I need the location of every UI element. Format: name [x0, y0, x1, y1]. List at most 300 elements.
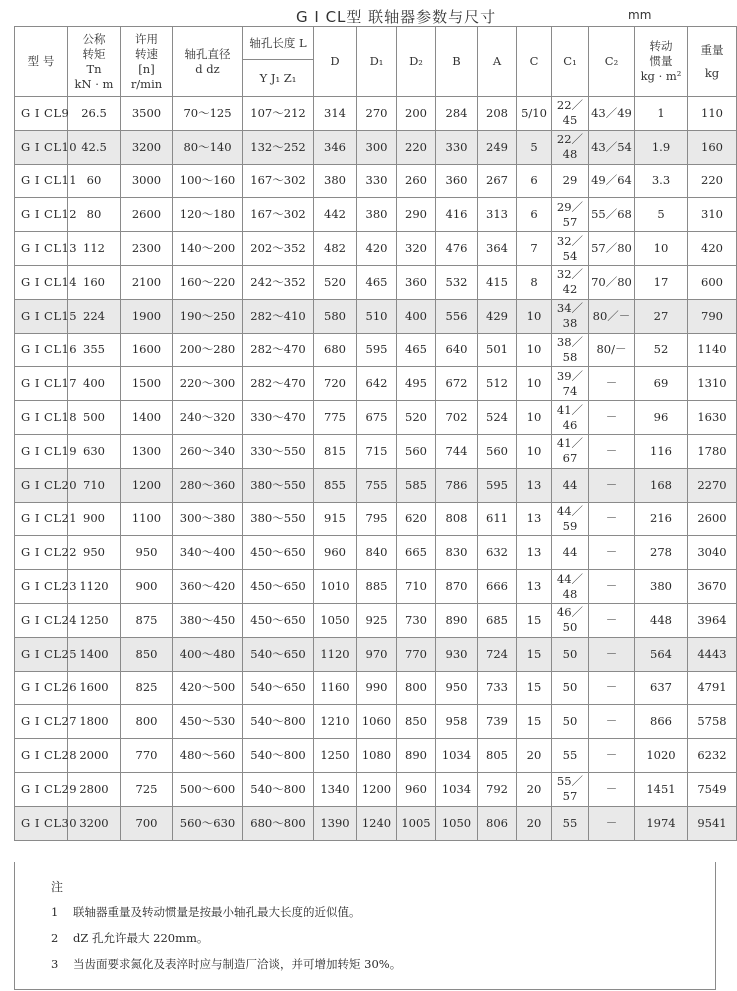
cell-n: 770 [121, 739, 173, 773]
cell-d: 580 [314, 299, 357, 333]
cell-model: G I CL30 [15, 806, 68, 840]
cell-a: 512 [478, 367, 517, 401]
cell-model: G I CL18 [15, 401, 68, 435]
cell-n: 850 [121, 637, 173, 671]
cell-c1: 55 [552, 806, 589, 840]
header-bore-length-types: Y J₁ Z₁ [243, 60, 314, 97]
cell-i: 1020 [635, 739, 688, 773]
cell-tn: 900 [68, 502, 121, 536]
cell-c1: 32／54 [552, 232, 589, 266]
cell-tn: 112 [68, 232, 121, 266]
cell-b: 830 [436, 536, 478, 570]
cell-c: 20 [517, 772, 552, 806]
notes-section [14, 862, 716, 990]
cell-a: 724 [478, 637, 517, 671]
cell-tn: 2800 [68, 772, 121, 806]
cell-w: 7549 [688, 772, 737, 806]
cell-i: 866 [635, 705, 688, 739]
cell-d: 450～530 [173, 705, 243, 739]
cell-n: 3200 [121, 130, 173, 164]
coupling-parameter-table [14, 26, 737, 841]
table-row [15, 536, 737, 570]
cell-tn: 1800 [68, 705, 121, 739]
cell-l: 282～470 [243, 367, 314, 401]
cell-d1: 1240 [357, 806, 397, 840]
cell-l: 132～252 [243, 130, 314, 164]
cell-c: 6 [517, 164, 552, 198]
cell-d: 1390 [314, 806, 357, 840]
cell-c2: 49／64 [589, 164, 635, 198]
cell-n: 1500 [121, 367, 173, 401]
cell-l: 380～550 [243, 468, 314, 502]
cell-model: G I CL17 [15, 367, 68, 401]
cell-c: 10 [517, 333, 552, 367]
cell-d: 680 [314, 333, 357, 367]
cell-l: 450～650 [243, 536, 314, 570]
cell-w: 600 [688, 265, 737, 299]
cell-tn: 355 [68, 333, 121, 367]
cell-a: 208 [478, 97, 517, 131]
cell-d: 340～400 [173, 536, 243, 570]
cell-d: 420～500 [173, 671, 243, 705]
cell-d: 314 [314, 97, 357, 131]
cell-w: 1780 [688, 434, 737, 468]
cell-c1: 34／38 [552, 299, 589, 333]
cell-d: 855 [314, 468, 357, 502]
cell-d2: 260 [397, 164, 436, 198]
cell-c: 13 [517, 570, 552, 604]
cell-d2: 520 [397, 401, 436, 435]
cell-b: 360 [436, 164, 478, 198]
table-row [15, 299, 737, 333]
cell-w: 220 [688, 164, 737, 198]
cell-w: 9541 [688, 806, 737, 840]
cell-w: 790 [688, 299, 737, 333]
cell-a: 792 [478, 772, 517, 806]
cell-model: G I CL22 [15, 536, 68, 570]
cell-d: 815 [314, 434, 357, 468]
cell-c2: － [589, 434, 635, 468]
cell-d2: 890 [397, 739, 436, 773]
cell-d1: 642 [357, 367, 397, 401]
cell-d2: 710 [397, 570, 436, 604]
cell-d1: 270 [357, 97, 397, 131]
cell-model: G I CL25 [15, 637, 68, 671]
cell-n: 950 [121, 536, 173, 570]
cell-a: 806 [478, 806, 517, 840]
cell-d: 160～220 [173, 265, 243, 299]
cell-l: 202～352 [243, 232, 314, 266]
cell-tn: 60 [68, 164, 121, 198]
cell-tn: 710 [68, 468, 121, 502]
cell-c: 10 [517, 401, 552, 435]
cell-model: G I CL15 [15, 299, 68, 333]
cell-d: 480～560 [173, 739, 243, 773]
cell-d2: 730 [397, 603, 436, 637]
cell-i: 5 [635, 198, 688, 232]
cell-i: 168 [635, 468, 688, 502]
cell-c2: － [589, 637, 635, 671]
cell-model: G I CL26 [15, 671, 68, 705]
cell-d2: 320 [397, 232, 436, 266]
cell-model: G I CL14 [15, 265, 68, 299]
cell-d2: 290 [397, 198, 436, 232]
cell-c2: 70／80 [589, 265, 635, 299]
cell-d1: 420 [357, 232, 397, 266]
cell-d2: 220 [397, 130, 436, 164]
cell-i: 278 [635, 536, 688, 570]
cell-tn: 500 [68, 401, 121, 435]
cell-model: G I CL23 [15, 570, 68, 604]
cell-w: 110 [688, 97, 737, 131]
cell-w: 160 [688, 130, 737, 164]
cell-w: 1140 [688, 333, 737, 367]
cell-c2: 43／49 [589, 97, 635, 131]
cell-a: 267 [478, 164, 517, 198]
cell-a: 595 [478, 468, 517, 502]
cell-d: 380～450 [173, 603, 243, 637]
cell-c1: 55／57 [552, 772, 589, 806]
cell-d1: 840 [357, 536, 397, 570]
cell-d: 400～480 [173, 637, 243, 671]
cell-c: 10 [517, 299, 552, 333]
cell-l: 540～800 [243, 739, 314, 773]
cell-l: 540～650 [243, 637, 314, 671]
cell-a: 666 [478, 570, 517, 604]
cell-c: 13 [517, 468, 552, 502]
cell-d2: 770 [397, 637, 436, 671]
cell-d: 280～360 [173, 468, 243, 502]
cell-w: 3964 [688, 603, 737, 637]
cell-i: 216 [635, 502, 688, 536]
cell-c2: 80／－ [589, 299, 635, 333]
cell-w: 3670 [688, 570, 737, 604]
cell-d: 500～600 [173, 772, 243, 806]
cell-a: 685 [478, 603, 517, 637]
cell-d1: 380 [357, 198, 397, 232]
cell-d: 100～160 [173, 164, 243, 198]
cell-a: 313 [478, 198, 517, 232]
header-D2: D₂ [397, 27, 436, 97]
cell-c2: － [589, 671, 635, 705]
cell-c1: 41／46 [552, 401, 589, 435]
table-row [15, 232, 737, 266]
table-row [15, 265, 737, 299]
cell-b: 672 [436, 367, 478, 401]
cell-c: 5 [517, 130, 552, 164]
cell-b: 416 [436, 198, 478, 232]
cell-a: 805 [478, 739, 517, 773]
cell-i: 1974 [635, 806, 688, 840]
cell-n: 800 [121, 705, 173, 739]
cell-w: 1630 [688, 401, 737, 435]
header-model: 型 号 [15, 27, 68, 97]
cell-c2: － [589, 468, 635, 502]
cell-c: 8 [517, 265, 552, 299]
cell-d1: 300 [357, 130, 397, 164]
table-row [15, 502, 737, 536]
cell-c2: － [589, 806, 635, 840]
cell-d: 240～320 [173, 401, 243, 435]
cell-l: 282～470 [243, 333, 314, 367]
cell-b: 702 [436, 401, 478, 435]
cell-b: 930 [436, 637, 478, 671]
cell-d1: 755 [357, 468, 397, 502]
cell-d: 560～630 [173, 806, 243, 840]
cell-a: 611 [478, 502, 517, 536]
cell-l: 282～410 [243, 299, 314, 333]
cell-c: 15 [517, 671, 552, 705]
cell-c2: － [589, 570, 635, 604]
cell-w: 2270 [688, 468, 737, 502]
header-C: C [517, 27, 552, 97]
cell-d: 346 [314, 130, 357, 164]
cell-n: 1300 [121, 434, 173, 468]
cell-model: G I CL9 [15, 97, 68, 131]
cell-c: 15 [517, 637, 552, 671]
cell-c: 20 [517, 806, 552, 840]
cell-i: 448 [635, 603, 688, 637]
cell-d: 482 [314, 232, 357, 266]
header-A: A [478, 27, 517, 97]
cell-l: 330～470 [243, 401, 314, 435]
cell-n: 825 [121, 671, 173, 705]
cell-tn: 42.5 [68, 130, 121, 164]
cell-w: 420 [688, 232, 737, 266]
cell-d: 260～340 [173, 434, 243, 468]
cell-w: 4791 [688, 671, 737, 705]
cell-n: 3000 [121, 164, 173, 198]
cell-d: 1250 [314, 739, 357, 773]
cell-d: 380 [314, 164, 357, 198]
cell-i: 96 [635, 401, 688, 435]
cell-d1: 1200 [357, 772, 397, 806]
cell-w: 1310 [688, 367, 737, 401]
cell-tn: 3200 [68, 806, 121, 840]
cell-d: 1340 [314, 772, 357, 806]
cell-c2: － [589, 367, 635, 401]
cell-n: 900 [121, 570, 173, 604]
cell-d2: 850 [397, 705, 436, 739]
cell-l: 380～550 [243, 502, 314, 536]
header-torque: 公称 转矩 Tn kN · m [68, 27, 121, 97]
cell-d: 1010 [314, 570, 357, 604]
cell-c: 13 [517, 536, 552, 570]
cell-i: 637 [635, 671, 688, 705]
cell-model: G I CL24 [15, 603, 68, 637]
cell-d2: 620 [397, 502, 436, 536]
cell-a: 739 [478, 705, 517, 739]
table-row [15, 739, 737, 773]
table-row [15, 401, 737, 435]
cell-l: 680～800 [243, 806, 314, 840]
cell-d2: 400 [397, 299, 436, 333]
header-bore-length: 轴孔长度 L [243, 27, 314, 60]
header-D: D [314, 27, 357, 97]
cell-l: 107～212 [243, 97, 314, 131]
cell-c: 15 [517, 603, 552, 637]
table-body [15, 97, 737, 841]
cell-c1: 29／57 [552, 198, 589, 232]
cell-a: 524 [478, 401, 517, 435]
cell-d: 1160 [314, 671, 357, 705]
cell-d1: 970 [357, 637, 397, 671]
cell-b: 556 [436, 299, 478, 333]
cell-n: 1100 [121, 502, 173, 536]
cell-c1: 38／58 [552, 333, 589, 367]
cell-tn: 400 [68, 367, 121, 401]
cell-d: 520 [314, 265, 357, 299]
cell-a: 429 [478, 299, 517, 333]
cell-d: 915 [314, 502, 357, 536]
cell-l: 330～550 [243, 434, 314, 468]
cell-tn: 160 [68, 265, 121, 299]
cell-model: G I CL20 [15, 468, 68, 502]
cell-c1: 44 [552, 536, 589, 570]
cell-d2: 665 [397, 536, 436, 570]
cell-d2: 1005 [397, 806, 436, 840]
cell-n: 1900 [121, 299, 173, 333]
cell-model: G I CL28 [15, 739, 68, 773]
cell-tn: 1400 [68, 637, 121, 671]
cell-d1: 885 [357, 570, 397, 604]
cell-a: 415 [478, 265, 517, 299]
cell-b: 808 [436, 502, 478, 536]
cell-b: 958 [436, 705, 478, 739]
cell-tn: 1250 [68, 603, 121, 637]
cell-d: 1120 [314, 637, 357, 671]
cell-b: 890 [436, 603, 478, 637]
header-B: B [436, 27, 478, 97]
cell-d: 720 [314, 367, 357, 401]
table-row [15, 97, 737, 131]
cell-i: 1.9 [635, 130, 688, 164]
cell-d2: 360 [397, 265, 436, 299]
cell-c: 5/10 [517, 97, 552, 131]
cell-c: 13 [517, 502, 552, 536]
cell-b: 744 [436, 434, 478, 468]
table-row [15, 637, 737, 671]
cell-c2: － [589, 603, 635, 637]
table-row [15, 603, 737, 637]
cell-w: 5758 [688, 705, 737, 739]
cell-l: 540～800 [243, 772, 314, 806]
cell-d1: 715 [357, 434, 397, 468]
cell-model: G I CL11 [15, 164, 68, 198]
cell-c2: － [589, 502, 635, 536]
cell-i: 17 [635, 265, 688, 299]
cell-n: 700 [121, 806, 173, 840]
cell-d: 360～420 [173, 570, 243, 604]
title-bar [0, 2, 730, 26]
note-item: 3 当齿面要求氮化及表淬时应与制造厂洽谈，并可增加转矩 30%。 [51, 957, 402, 971]
cell-a: 364 [478, 232, 517, 266]
cell-b: 532 [436, 265, 478, 299]
notes-heading: 注 [51, 880, 64, 894]
table-row [15, 367, 737, 401]
cell-b: 870 [436, 570, 478, 604]
cell-c1: 50 [552, 671, 589, 705]
cell-d: 190～250 [173, 299, 243, 333]
cell-d1: 925 [357, 603, 397, 637]
cell-c: 10 [517, 367, 552, 401]
header-C1: C₁ [552, 27, 589, 97]
cell-c2: － [589, 739, 635, 773]
header-bore-diameter: 轴孔直径 d dz [173, 27, 243, 97]
cell-l: 167～302 [243, 164, 314, 198]
cell-i: 380 [635, 570, 688, 604]
cell-c: 10 [517, 434, 552, 468]
cell-i: 1451 [635, 772, 688, 806]
cell-d: 960 [314, 536, 357, 570]
cell-c: 7 [517, 232, 552, 266]
cell-n: 2100 [121, 265, 173, 299]
cell-i: 69 [635, 367, 688, 401]
cell-c2: 43／54 [589, 130, 635, 164]
cell-n: 2300 [121, 232, 173, 266]
cell-d: 442 [314, 198, 357, 232]
header-D1: D₁ [357, 27, 397, 97]
cell-a: 733 [478, 671, 517, 705]
cell-d2: 200 [397, 97, 436, 131]
cell-d1: 795 [357, 502, 397, 536]
cell-n: 1400 [121, 401, 173, 435]
cell-b: 786 [436, 468, 478, 502]
cell-c: 15 [517, 705, 552, 739]
cell-w: 6232 [688, 739, 737, 773]
cell-model: G I CL27 [15, 705, 68, 739]
cell-n: 1600 [121, 333, 173, 367]
cell-d: 1210 [314, 705, 357, 739]
cell-b: 1034 [436, 739, 478, 773]
cell-d2: 585 [397, 468, 436, 502]
cell-c1: 44／48 [552, 570, 589, 604]
header-speed: 许用 转速 [n] r/min [121, 27, 173, 97]
cell-w: 4443 [688, 637, 737, 671]
note-item: 1 联轴器重量及转动惯量是按最小轴孔最大长度的近似值。 [51, 905, 361, 919]
header-weight: 重量 kg [688, 27, 737, 97]
cell-tn: 26.5 [68, 97, 121, 131]
cell-c1: 41／67 [552, 434, 589, 468]
cell-d: 120～180 [173, 198, 243, 232]
cell-c1: 32／42 [552, 265, 589, 299]
cell-d: 1050 [314, 603, 357, 637]
cell-model: G I CL13 [15, 232, 68, 266]
cell-c1: 22／48 [552, 130, 589, 164]
table-row [15, 130, 737, 164]
cell-c2: 57／80 [589, 232, 635, 266]
cell-d: 220～300 [173, 367, 243, 401]
cell-d: 200～280 [173, 333, 243, 367]
cell-d1: 510 [357, 299, 397, 333]
cell-a: 560 [478, 434, 517, 468]
cell-l: 450～650 [243, 570, 314, 604]
table-row [15, 333, 737, 367]
cell-i: 10 [635, 232, 688, 266]
header-inertia: 转动 惯量 kg · m² [635, 27, 688, 97]
cell-d: 70～125 [173, 97, 243, 131]
cell-model: G I CL16 [15, 333, 68, 367]
cell-b: 950 [436, 671, 478, 705]
cell-i: 116 [635, 434, 688, 468]
cell-model: G I CL29 [15, 772, 68, 806]
cell-n: 1200 [121, 468, 173, 502]
cell-d2: 465 [397, 333, 436, 367]
note-item: 2 dZ 孔允许最大 220mm。 [51, 931, 209, 945]
cell-c1: 39／74 [552, 367, 589, 401]
cell-i: 1 [635, 97, 688, 131]
cell-tn: 224 [68, 299, 121, 333]
